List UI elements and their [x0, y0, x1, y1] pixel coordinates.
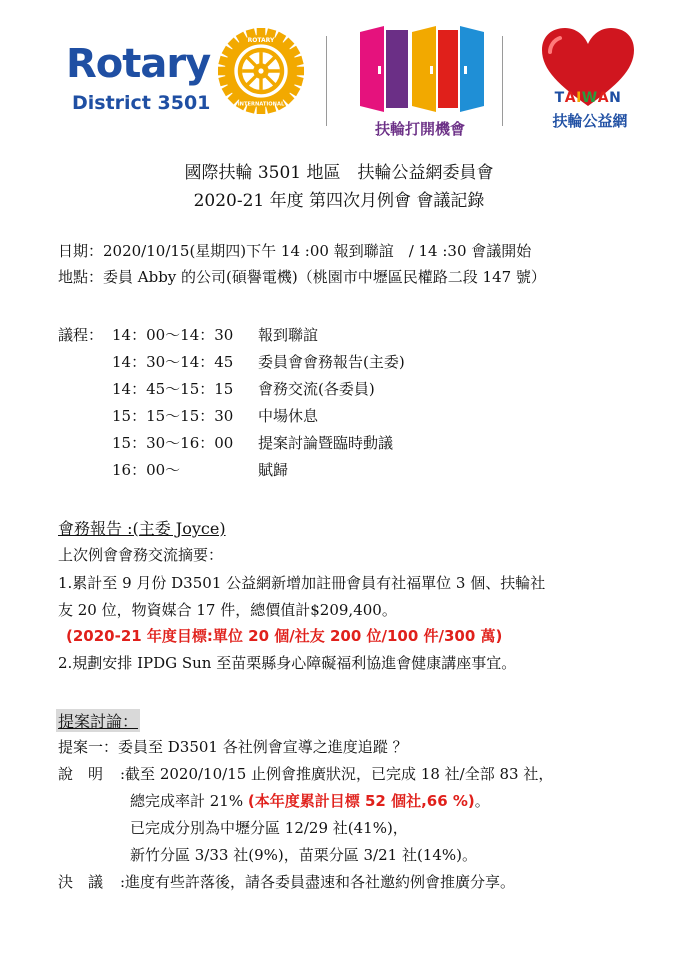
taiwan-letter: N [609, 90, 622, 106]
rotary-logo [66, 41, 211, 114]
proposal-heading: 提案討論： [56, 709, 140, 732]
meeting-place: 地點：委員 Abby 的公司(碩譽電機)（桃園市中壢區民權路二段 147 號） [58, 268, 546, 286]
explain-line-3: 已完成分別為中壢分區 12/29 社(41%)， [130, 819, 408, 837]
agenda-time: 15：30～16：00 [112, 434, 234, 452]
agenda-item: 中場休息 [258, 407, 319, 425]
wheel-text-top: ROTARY [247, 36, 275, 44]
resolution-label: 決 議 [58, 873, 104, 891]
meeting-date: 日期：2020/10/15(星期四)下午 14 :00 報到聯誼 / 14 :30 會議開始 [58, 242, 532, 260]
divider-line-1 [326, 36, 327, 126]
rotary-wheel-icon [218, 28, 304, 114]
agenda-time: 14：45～15：15 [112, 380, 234, 398]
agenda-label: 議程： [58, 326, 104, 344]
district-label: District 3501 [72, 92, 211, 114]
taiwan-letter: W [581, 90, 598, 106]
explain-line-1: :截至 2020/10/15 止例會推廣狀況，已完成 18 社/全部 83 社， [120, 765, 554, 783]
annual-club-target: (本年度累計目標 52 個社,66 %) [247, 792, 475, 810]
report-item-2: 2.規劃安排 IPDG Sun 至苗栗縣身心障礙福利協進會健康講座事宜。 [58, 654, 517, 672]
agenda-item: 報到聯誼 [258, 326, 319, 344]
wheel-text-bottom: INTERNATIONAL [237, 101, 285, 108]
agenda-time: 15：15～15：30 [112, 407, 234, 425]
open-doors-icon [356, 24, 488, 114]
agenda-item: 委員會會務報告(主委) [258, 353, 405, 371]
resolution-text: :進度有些許落後，請各委員盡速和各社邀約例會推廣分享。 [120, 873, 516, 891]
taiwan-letter: T [554, 90, 565, 106]
explain-line-2 [130, 790, 490, 811]
agenda-time: 14：00～14：30 [112, 326, 234, 344]
report-item-1-line-2: 友 20 位，物資媒合 17 件，總價值計$209,400。 [58, 601, 397, 619]
report-summary-label: 上次例會會務交流摘要： [58, 546, 224, 564]
agenda-item: 提案討論暨臨時動議 [258, 434, 394, 452]
taiwan-letter: A [597, 90, 610, 106]
title-line-1: 國際扶輪 3501 地區 扶輪公益網委員會 [184, 163, 494, 183]
agenda-item: 賦歸 [258, 461, 289, 479]
agenda-item: 會務交流(各委員) [258, 380, 375, 398]
rotary-wordmark: Rotary [66, 41, 211, 87]
title-line-2: 2020-21 年度 第四次月例會 會議記錄 [193, 191, 485, 211]
explain-line-4: 新竹分區 3/33 社(9%)，苗栗分區 3/21 社(14%)。 [130, 846, 477, 864]
divider-line-2 [502, 36, 503, 126]
taiwan-wordmark [540, 90, 636, 106]
agenda-time: 14：30～14：45 [112, 353, 234, 371]
proposal-item-1: 提案一：委員至 D3501 各社例會宣導之進度追蹤 ？ [58, 738, 408, 756]
doors-logo-label: 扶輪打開機會 [374, 120, 465, 138]
logo-header [0, 14, 678, 144]
taiwan-letter: I [576, 90, 582, 106]
report-item-1-line-1: 1.累計至 9 月份 D3501 公益網新增加註冊會員有社福單位 3 個、扶輪社 [58, 574, 546, 592]
rotary-net-label: 扶輪公益網 [552, 112, 628, 130]
completion-rate: 總完成率計 21% [130, 792, 244, 810]
explain-line-2-end: 。 [474, 792, 490, 810]
explain-label: 說 明 [58, 765, 104, 783]
taiwan-letter: A [564, 90, 577, 106]
annual-goal: (2020-21 年度目標:單位 20 個/社友 200 位/100 件/300 萬) [66, 627, 503, 645]
report-heading: 會務報告 :(主委 Joyce) [58, 519, 226, 538]
agenda-time: 16：00～ [112, 461, 181, 479]
